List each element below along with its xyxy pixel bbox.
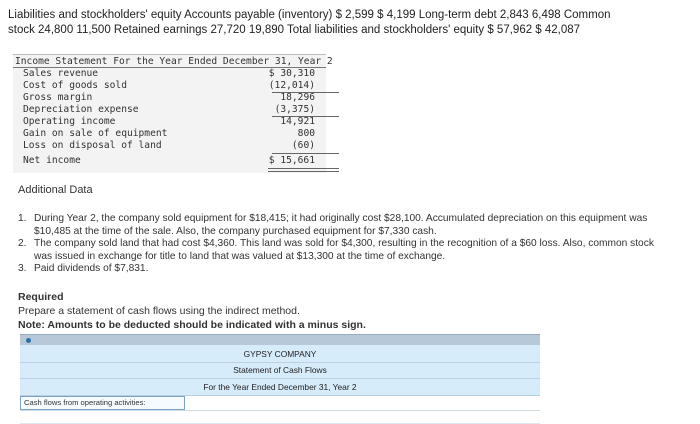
income-row-value: (60)	[291, 140, 315, 151]
statement-name: Statement of Cash Flows	[233, 365, 327, 375]
worksheet-header-bar	[20, 334, 540, 345]
list-item-number: 2.	[18, 238, 27, 249]
income-row-label: Depreciation expense	[23, 104, 139, 115]
statement-period: For the Year Ended December 31, Year 2	[203, 382, 357, 392]
list-item	[18, 238, 658, 263]
list-item-text: Paid dividends of $7,831.	[34, 263, 149, 274]
income-row-label: Cost of goods sold	[23, 80, 127, 91]
list-item	[18, 263, 658, 276]
list-item-number: 1.	[18, 213, 27, 224]
income-row-operating-income	[23, 116, 323, 128]
income-row-value: (12,014)	[268, 80, 315, 91]
additional-data-list	[18, 213, 658, 276]
income-row-value: $ 15,661	[268, 155, 315, 166]
list-item-number: 3.	[18, 263, 27, 274]
income-statement-panel	[13, 54, 333, 173]
list-item-text: The company sold land that had cost $4,360. This land was sold for $4,300, resulting in the recognition of a $60 loss. Also, common stock was issued in exchange for title to land that was valued at $13,300 at the time of exchange.	[34, 238, 654, 262]
income-row-label: Gross margin	[23, 92, 93, 103]
balance-sheet-line-2: stock 24,800 11,500 Retained earnings 27,720 19,890 Total liabilities and stockholders' equity $ 57,962 $ 42,087	[8, 24, 581, 36]
income-row-cost-of-goods-sold	[23, 80, 323, 92]
income-row-sales-revenue	[23, 68, 323, 80]
income-row-gross-margin	[23, 92, 323, 104]
income-row-net-income	[23, 155, 323, 167]
income-row-label: Sales revenue	[23, 68, 99, 79]
balance-sheet-excerpt	[8, 8, 688, 38]
income-row-value: (3,375)	[274, 104, 315, 115]
income-row-label: Gain on sale of equipment	[23, 128, 168, 139]
income-row-label: Net income	[23, 155, 81, 166]
cash-flow-statement-header	[20, 345, 540, 396]
income-row-gain-on-sale	[23, 128, 323, 140]
income-row-value: $ 30,310	[268, 68, 315, 79]
balance-sheet-line-1: Liabilities and stockholders' equity Accounts payable (inventory) $ 2,599 $ 4,199 Long-term debt 2,843 6,498 Common	[8, 9, 611, 21]
income-statement-title: Income Statement For the Year Ended December 31, Year 2	[15, 56, 333, 67]
header-divider	[20, 362, 540, 363]
table-row[interactable]	[20, 411, 540, 424]
header-divider	[20, 378, 540, 379]
company-name: GYPSY COMPANY	[243, 349, 317, 359]
additional-data-heading: Additional Data	[18, 184, 93, 196]
bullet-icon	[26, 338, 31, 343]
income-row-value: 18,296	[280, 92, 315, 103]
income-row-value: 14,921	[280, 116, 315, 127]
subtotal-rule	[272, 153, 339, 154]
required-instruction: Prepare a statement of cash flows using the indirect method.	[18, 305, 300, 317]
list-item	[18, 213, 658, 238]
required-note: Note: Amounts to be deducted should be indicated with a minus sign.	[18, 319, 366, 331]
cash-flows-operating-activities-cell[interactable]: Cash flows from operating activities:	[20, 396, 185, 410]
income-row-depreciation-expense	[23, 104, 323, 116]
income-row-label: Operating income	[23, 116, 116, 127]
required-heading: Required	[18, 291, 64, 303]
income-row-value: 800	[297, 128, 315, 139]
list-item-text: During Year 2, the company sold equipment for $18,415; it had originally cost $28,100. Accumulated depreciation on this equipment was $10,485 at the time of the sale. Also, the company purchased equipment for $7,330 cash.	[34, 213, 648, 237]
table-row	[20, 396, 540, 411]
income-row-loss-on-disposal	[23, 140, 323, 152]
income-row-label: Loss on disposal of land	[23, 140, 162, 151]
total-double-rule	[268, 168, 339, 172]
